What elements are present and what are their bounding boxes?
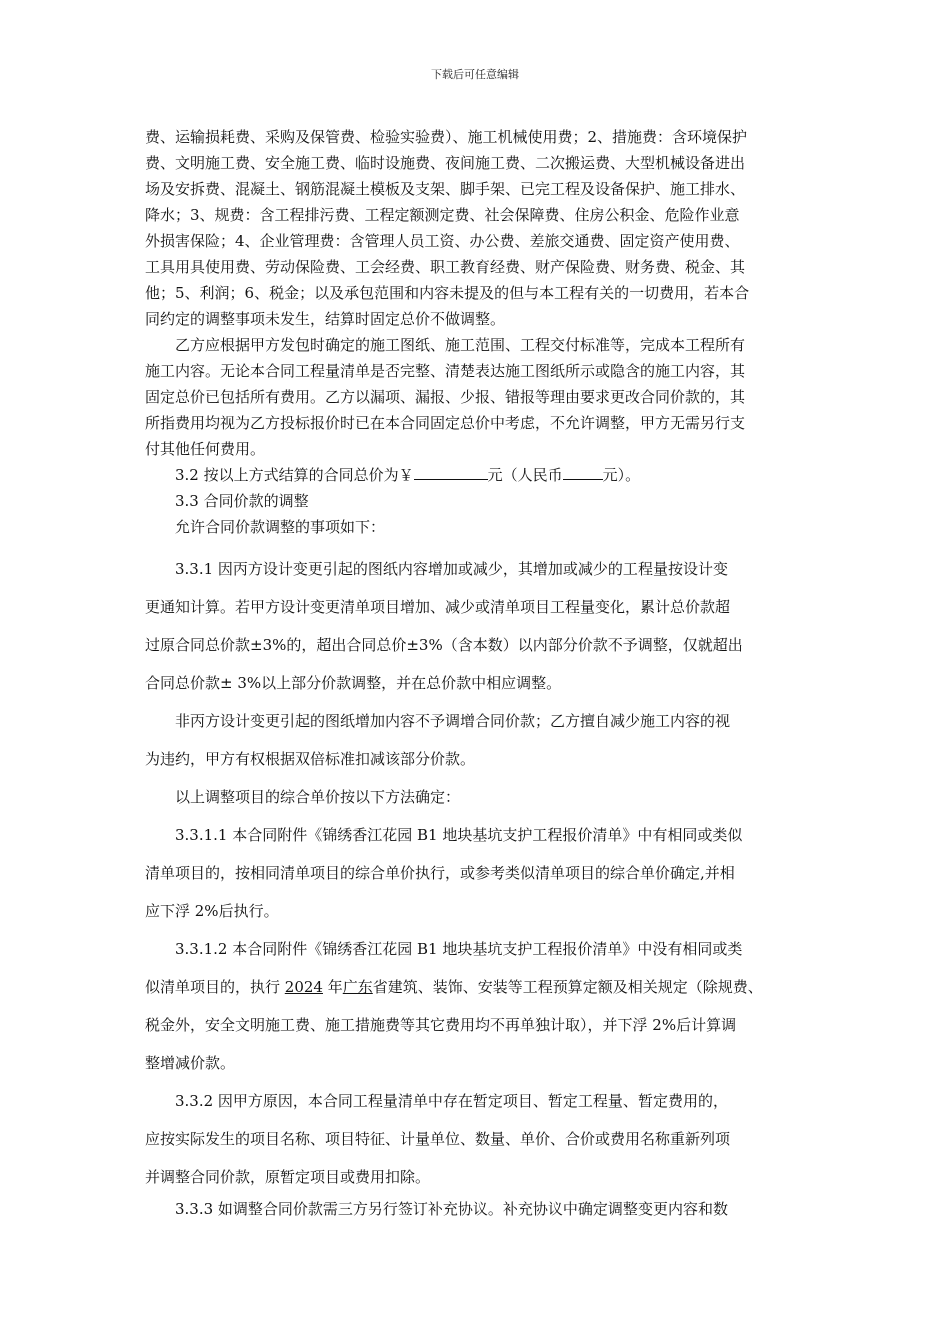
total-price-suffix: 元）。 — [602, 466, 641, 484]
text-line: 所指费用均视为乙方投标报价时已在本合同固定总价中考虑，不允许调整，甲方无需另行支 — [145, 414, 746, 432]
text-line: 付其他任何费用。 — [145, 440, 266, 458]
text-fragment: 省建筑、装饰、安装等工程预算定额及相关规定（除规费、 — [372, 978, 763, 996]
text-line: 乙方应根据甲方发包时确定的施工图纸、施工范围、工程交付标准等，完成本工程所有 — [175, 336, 746, 354]
text-line: 外损害保险；4、企业管理费：含管理人员工资、办公费、差旅交通费、固定资产使用费、 — [145, 232, 740, 250]
page-header: 下载后可任意编辑 — [431, 68, 519, 81]
text-line: 降水；3、规费：含工程排污费、工程定额测定费、社会保障费、住房公积金、危险作业意 — [145, 206, 740, 224]
text-line: 清单项目的，按相同清单项目的综合单价执行，或参考类似清单项目的综合单价确定,并相 — [145, 864, 735, 882]
total-price-prefix: 3.2 按以上方式结算的合同总价为￥ — [175, 466, 414, 484]
text-line: 他；5、利润；6、税金；以及承包范围和内容未提及的但与本工程有关的一切费用，若本合 — [145, 284, 750, 302]
document-body — [145, 124, 825, 1222]
total-price-rmb: 元（人民币 — [487, 466, 563, 484]
text-line: 施工内容。无论本合同工程量清单是否完整、清楚表达施工图纸所示或隐含的施工内容，其 — [145, 362, 746, 380]
text-line: 非丙方设计变更引起的图纸增加内容不予调增合同价款；乙方擅自减少施工内容的视 — [175, 712, 731, 730]
text-line: 3.3.1.1 本合同附件《锦绣香江花园 B1 地块基坑支护工程报价清单》中有相同或类似 — [175, 826, 743, 844]
adjustment-intro: 允许合同价款调整的事项如下： — [175, 518, 386, 536]
paragraph-3-3-1-1 — [145, 816, 825, 930]
text-line: 工具用具使用费、劳动保险费、工会经费、职工教育经费、财产保险费、财务费、税金、其 — [145, 258, 746, 276]
paragraph-scope — [145, 332, 825, 462]
total-price-line — [145, 462, 825, 488]
paragraph-fee-list — [145, 124, 825, 332]
section-heading-3-3: 3.3 合同价款的调整 — [175, 492, 309, 510]
text-line: 场及安拆费、混凝土、钢筋混凝土模板及支架、脚手架、已完工程及设备保护、施工排水、 — [145, 180, 746, 198]
paragraph-3-3-1 — [145, 550, 825, 702]
text-line: 3.3.1 因丙方设计变更引起的图纸内容增加或减少，其增加或减少的工程量按设计变 — [175, 560, 728, 578]
text-line: 3.3.1.2 本合同附件《锦绣香江花园 B1 地块基坑支护工程报价清单》中没有相同或类 — [175, 940, 743, 958]
text-line: 并调整合同价款，原暂定项目或费用扣除。 — [145, 1168, 431, 1186]
text-line: 更通知计算。若甲方设计变更清单项目增加、减少或清单项目工程量变化，累计总价款超 — [145, 598, 731, 616]
text-line: 固定总价已包括所有费用。乙方以漏项、漏报、少报、错报等理由要求更改合同价款的，其 — [145, 388, 746, 406]
unit-price-method-intro: 以上调整项目的综合单价按以下方法确定： — [175, 788, 461, 806]
rmb-amount-blank[interactable] — [563, 465, 603, 480]
text-line: 过原合同总价款±3%的，超出合同总价±3%（含本数）以内部分价款不予调整，仅就超出 — [145, 636, 743, 654]
paragraph-3-3-1-2 — [145, 930, 825, 1082]
text-line: 合同总价款± 3%以上部分价款调整，并在总价款中相应调整。 — [145, 674, 562, 692]
province-field: 广东 — [342, 978, 373, 996]
text-line: 为违约，甲方有权根据双倍标准扣减该部分价款。 — [145, 750, 476, 768]
text-line: 应按实际发生的项目名称、项目特征、计量单位、数量、单价、合价或费用名称重新列项 — [145, 1130, 731, 1148]
text-line: 3.3.2 因甲方原因，本合同工程量清单中存在暂定项目、暂定工程量、暂定费用的， — [175, 1092, 728, 1110]
paragraph-non-design-change — [145, 702, 825, 778]
text-line: 费、运输损耗费、采购及保管费、检验实验费）、施工机械使用费；2、措施费：含环境保护 — [145, 128, 748, 146]
year-field: 2024 — [284, 978, 323, 996]
price-amount-blank[interactable] — [414, 465, 488, 480]
text-fragment: 年 — [322, 978, 343, 996]
text-fragment: 似清单项目的，执行 — [145, 978, 285, 996]
text-line: 同约定的调整事项未发生，结算时固定总价不做调整。 — [145, 310, 506, 328]
paragraph-3-3-3: 3.3.3 如调整合同价款需三方另行签订补充协议。补充协议中确定调整变更内容和数 — [175, 1200, 728, 1218]
text-line: 整增减价款。 — [145, 1054, 236, 1072]
text-line: 费、文明施工费、安全施工费、临时设施费、夜间施工费、二次搬运费、大型机械设备进出 — [145, 154, 746, 172]
text-line: 税金外，安全文明施工费、施工措施费等其它费用均不再单独计取），并下浮 2%后计算调 — [145, 1016, 737, 1034]
text-line — [145, 968, 825, 1006]
text-line: 应下浮 2%后执行。 — [145, 902, 279, 920]
paragraph-3-3-2 — [145, 1082, 825, 1196]
